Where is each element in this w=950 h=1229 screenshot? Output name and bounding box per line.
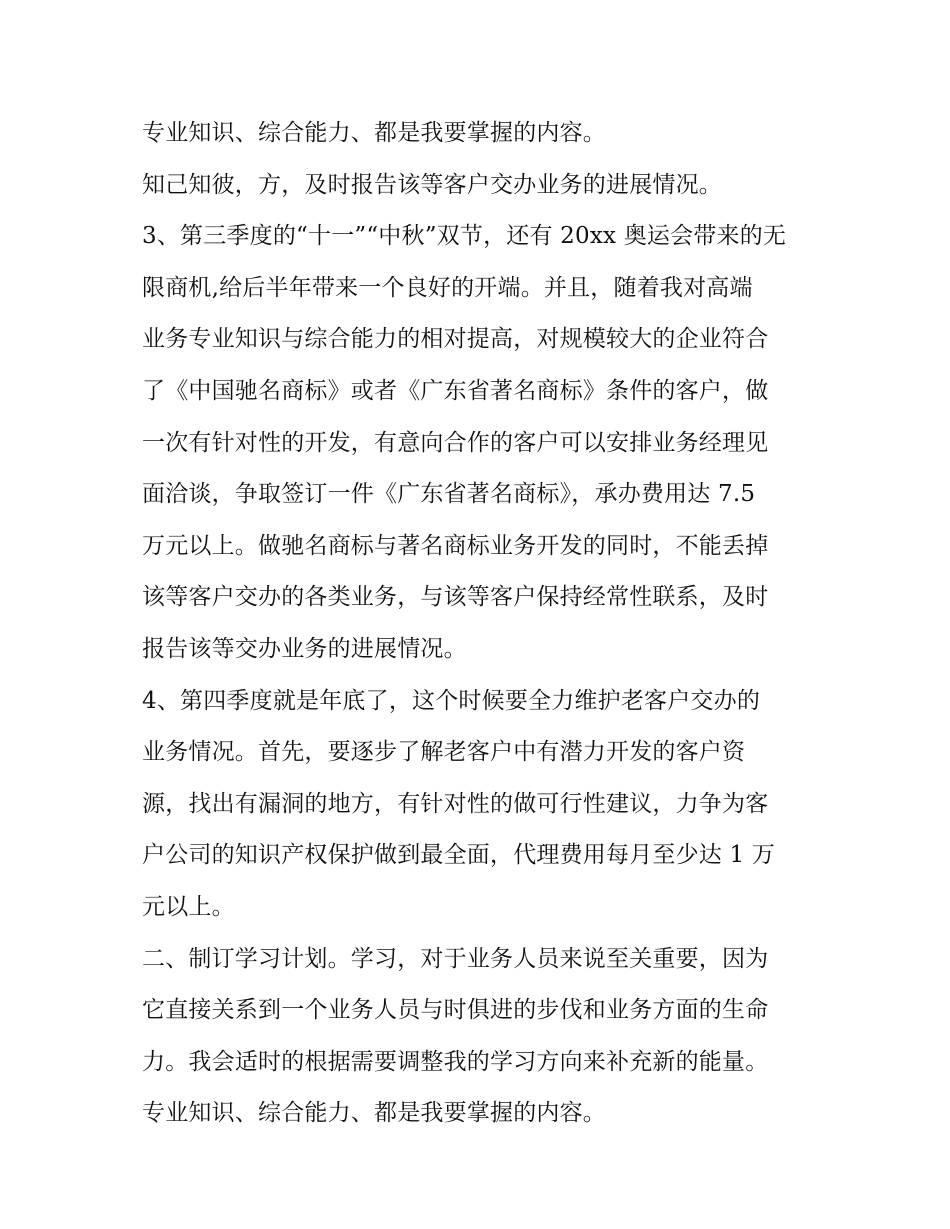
paragraph-4: 4、第四季度就是年底了，这个时候要全力维护老客户交办的 业务情况。首先，要逐步了解老客户中有潜力开发的客户资 源，找出有漏洞的地方，有针对性的做可行性建议，力争为客 户公司的知识产权保护做到最全面，代理费用每月至少达 1 万 元以上。 <box>142 687 776 920</box>
paragraph-5: 二、制订学习计划。学习，对于业务人员来说至关重要，因为 它直接关系到一个业务人员与时俱进的步伐和业务方面的生命 力。我会适时的根据需要调整我的学习方向来补充新的能量。 <box>142 945 769 1075</box>
document-body <box>142 108 810 1140</box>
paragraph-1: 专业知识、综合能力、都是我要掌握的内容。 <box>142 120 606 146</box>
paragraph-3: 3、第三季度的“十一”“中秋”双节，还有 20xx 奥运会带来的无 限商机,给后半年带来一个良好的开端。并且，随着我对高端 业务专业知识与综合能力的相对提高，对规模较大的企业符合 了《中国驰名商标》或者《广东省著名商标》条件的客户，做 一次有针对性的开发，有意向合作的客户可以安排业务经理见 面洽谈，争取签订一件《广东省著名商标》，承办费用达 7.5 万元以上。做驰名商标与著名商标业务开发的同时，不能丢掉 该等客户交办的各类业务，与该等客户保持经常性联系，及时 报告该等交办业务的进展情况。 <box>142 223 787 662</box>
paragraph-6: 专业知识、综合能力、都是我要掌握的内容。 <box>142 1100 606 1127</box>
paragraph-2: 知己知彼，方，及时报告该等客户交办业务的进展情况。 <box>142 171 722 198</box>
